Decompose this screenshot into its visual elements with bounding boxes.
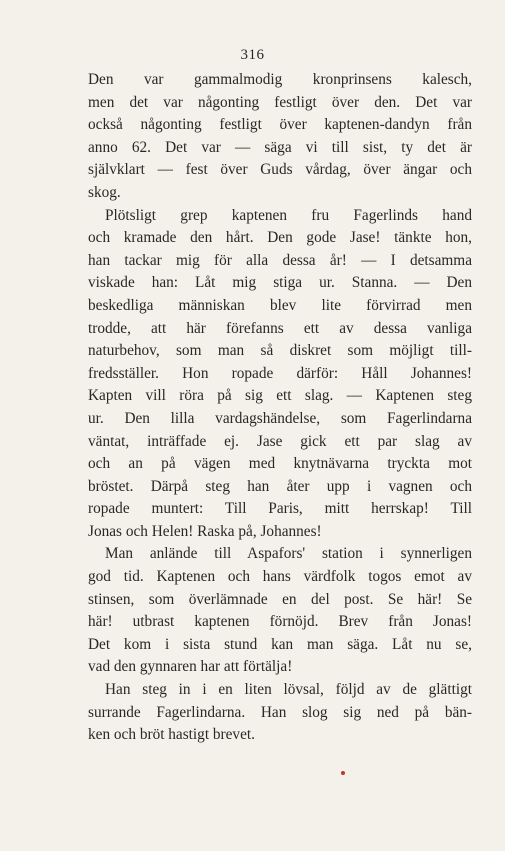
text-line: självklart — fest över Guds vårdag, över ängar och — [88, 161, 472, 179]
text-line: stinsen, som överlämnade en del post. Se här! Se — [88, 590, 472, 608]
text-line: men det var någonting festligt över den. Det var — [88, 93, 472, 111]
text-line: och an på vägen med knytnävarna tryckta mot — [88, 455, 472, 473]
text-line: naturbehov, som man så diskret som möjligt till- — [88, 342, 472, 360]
paragraph — [88, 679, 472, 747]
text-line: trodde, att här förefanns ett av dessa vanliga — [88, 319, 472, 337]
text-line: fredsställer. Hon ropade därför: Håll Johannes! — [88, 364, 472, 382]
text-line: Kapten vill röra på sig ett slag. — Kaptenen steg — [88, 387, 472, 405]
text-line: god tid. Kaptenen och hans värdfolk togos emot av — [88, 568, 472, 586]
page-number: 316 — [240, 47, 265, 63]
text-line: också någonting festligt över kaptenen-dandyn från — [88, 116, 472, 134]
text-line: ken och bröt hastigt brevet. — [88, 726, 255, 744]
text-line: här! utbrast kaptenen förnöjd. Brev från Jonas! — [88, 613, 472, 631]
text-line: och kramade den hårt. Den gode Jase! tänkte hon, — [88, 229, 472, 247]
text-line: vad den gynnaren har att förtälja! — [88, 658, 293, 676]
text-line: Jonas och Helen! Raska på, Johannes! — [88, 522, 322, 540]
text-line: ropade muntert: Till Paris, mitt herrskap! Till — [88, 500, 472, 518]
text-line: Plötsligt grep kaptenen fru Fagerlinds hand — [105, 206, 472, 224]
text-line: surrande Fagerlindarna. Han slog sig ned på bän- — [88, 703, 472, 721]
text-line: skog. — [88, 183, 121, 201]
text-line: Den var gammalmodig kronprinsens kalesch, — [88, 71, 472, 88]
text-line: bröstet. Därpå steg han åter upp i vagnen och — [88, 477, 472, 495]
text-line: anno 62. Det var — säga vi till sist, ty det är — [88, 138, 472, 156]
text-line: Man anlände till Aspafors' station i synnerligen — [105, 545, 472, 563]
paragraph — [88, 205, 472, 544]
text-line: han tackar mig för alla dessa år! — I detsamma — [88, 251, 472, 269]
text-line: ur. Den lilla vardagshändelse, som Fagerlindarna — [88, 409, 472, 427]
text-line: beskedliga människan blev lite förvirrad men — [88, 296, 472, 314]
text-line: väntat, inträffade ej. Jase gick ett par slag av — [88, 432, 472, 450]
body-text — [88, 69, 472, 747]
paragraph — [88, 543, 472, 679]
paragraph — [88, 69, 472, 205]
ink-speck — [341, 771, 345, 775]
text-line: Det kom i sista stund kan man säga. Låt nu se, — [88, 635, 472, 653]
text-line: Han steg in i en liten lövsal, följd av de glättigt — [105, 681, 472, 699]
text-line: viskade han: Låt mig stiga ur. Stanna. — Den — [88, 274, 472, 292]
